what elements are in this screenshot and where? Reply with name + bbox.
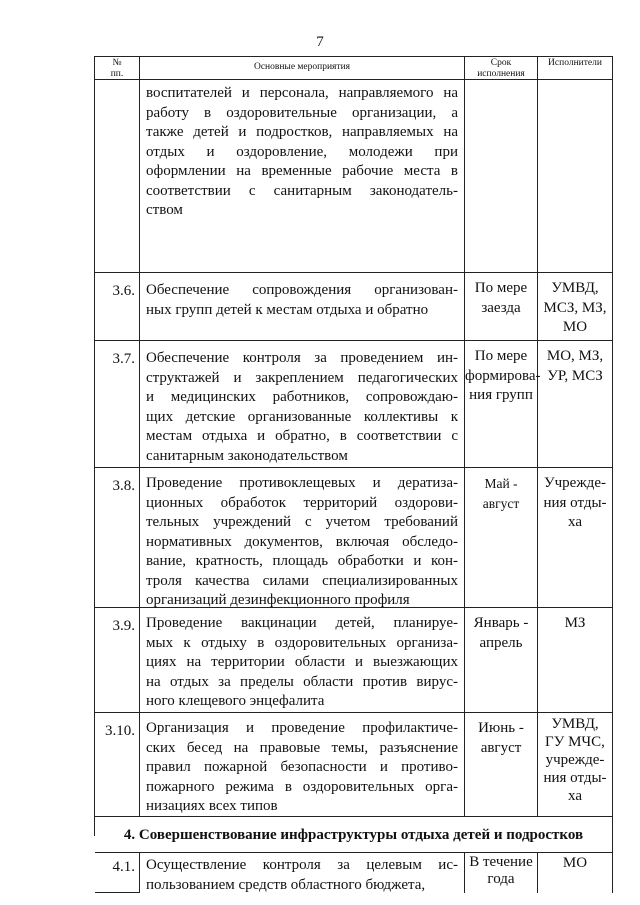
header-activity: Основные мероприятия: [140, 57, 465, 80]
row-cont-text: воспитателей и персонала, направляемого на работу в оздоровительные организации, а также детей и подростков, направляемых на отдых и оздоровление, молодежи при оформлении на временные рабочие места в соответствии с санитарным законодатель- ством: [140, 80, 465, 273]
row-num: 3.6.: [95, 273, 140, 341]
row-num: 3.9.: [95, 608, 140, 713]
row-num: 3.10.: [95, 713, 140, 817]
row-text: Обеспечение контроля за проведением ин- структажей и закреплением педагогических и медицинских работников, сопровождаю- щих детские организованные коллективы к местам отдыха и обратно, в соответствии с санитарным законодательством: [140, 341, 465, 468]
row-text: Проведение противоклещевых и дератиза- ционных обработок территорий оздорови- тельных учреждений с учетом требований нормативных документов, включая обследо- вание, кратность, площадь обработки и кон- троля качества силами специализированных организаций дезинфекционного профиля: [140, 468, 465, 608]
row-term: Июнь - август: [465, 713, 538, 817]
row-cont-num: [95, 80, 140, 273]
row-executors: МО: [538, 853, 613, 893]
row-term: По мере формирова- ния групп: [465, 341, 538, 468]
row-executors: МО, МЗ, УР, МСЗ: [538, 341, 613, 468]
row-num: 3.7.: [95, 341, 140, 468]
section-heading: 4. Совершенствование инфраструктуры отдыха детей и подростков: [95, 817, 613, 853]
row-term: Январь - апрель: [465, 608, 538, 713]
row-term: По мере заезда: [465, 273, 538, 341]
row-num: 4.1.: [95, 853, 140, 893]
row-executors: УМВД, МСЗ, МЗ, МО: [538, 273, 613, 341]
page-number: 7: [316, 34, 324, 50]
row-executors: МЗ: [538, 608, 613, 713]
row-cont-executors: [538, 80, 613, 273]
row-executors: Учрежде- ния отды- ха: [538, 468, 613, 608]
header-num: № пп.: [95, 57, 140, 80]
row-term: Май - август: [465, 468, 538, 608]
row-text: Проведение вакцинации детей, планируе- мых к отдыху в оздоровительных организа- циях на территории области и выезжающих на отдых за пределы области против вирус- ного клещевого энцефалита: [140, 608, 465, 713]
row-text: Осуществление контроля за целевым ис- пользованием средств областного бюджета,: [140, 853, 465, 893]
row-num: 3.8.: [95, 468, 140, 608]
header-term: Срок исполнения: [465, 57, 538, 80]
activities-table: [94, 56, 613, 893]
row-executors: УМВД, ГУ МЧС, учрежде- ния отды- ха: [538, 713, 613, 817]
header-executors: Исполнители: [538, 57, 613, 80]
row-cont-term: [465, 80, 538, 273]
row-text: Обеспечение сопровождения организован- ных групп детей к местам отдыха и обратно: [140, 273, 465, 341]
row-text: Организация и проведение профилактиче- ских бесед на правовые темы, разъяснение правил пожарной безопасности и противо- пожарного режима в оздоровительных орга- низациях всех типов: [140, 713, 465, 817]
row-term: В течение года: [465, 853, 538, 893]
